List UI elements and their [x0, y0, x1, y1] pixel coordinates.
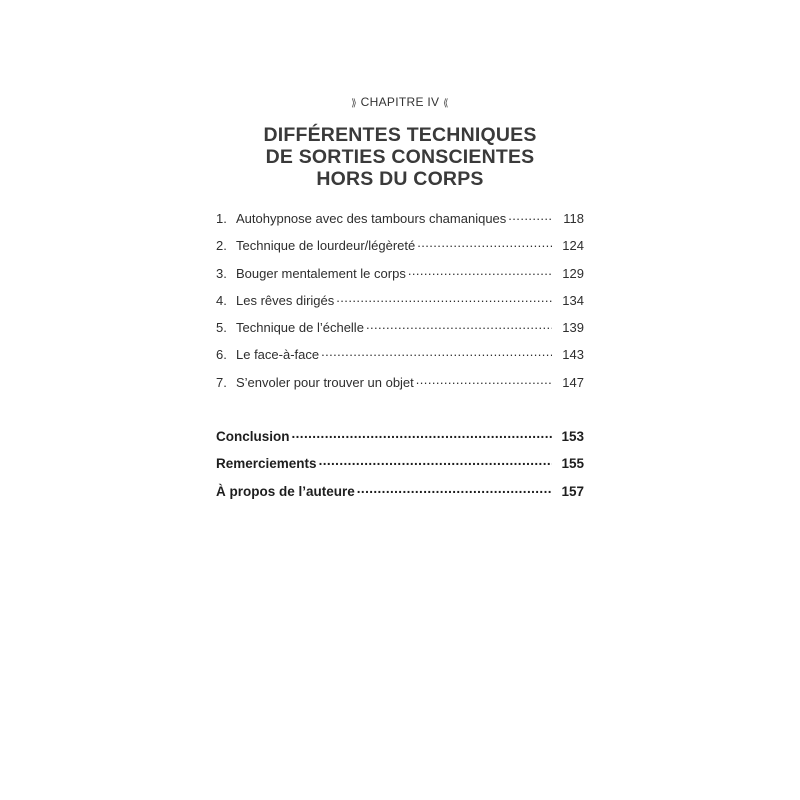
section-list	[216, 209, 584, 400]
toc-entry-page: 118	[563, 211, 584, 226]
toc-entry-page: 143	[562, 347, 584, 363]
dot-leader	[321, 345, 552, 359]
toc-entry-title: Le face-à-face	[236, 347, 320, 363]
dot-leader	[357, 482, 552, 496]
toc-entry-number: 4.	[216, 292, 227, 308]
chapter-title-line: DIFFÉRENTES TECHNIQUES	[263, 124, 537, 146]
toc-entry-title: Remerciements	[216, 456, 317, 472]
back-matter-list	[216, 427, 584, 509]
toc-entry-remerciements[interactable]	[216, 454, 584, 481]
chapter-title-line: HORS DU CORPS	[316, 168, 484, 190]
toc-entry-page: 129	[562, 265, 584, 281]
chapter-label	[0, 95, 800, 109]
toc-entry-conclusion[interactable]	[216, 427, 584, 454]
ornament-right-icon: ⟪	[442, 98, 449, 109]
dot-leader	[319, 454, 552, 468]
toc-entry-title: Bouger mentalement le corps	[236, 265, 406, 281]
toc-entry-title: Les rêves dirigés	[236, 292, 335, 308]
toc-entry[interactable]	[216, 345, 584, 372]
toc-entry-number: 1.	[216, 211, 227, 226]
toc-entry-page: 155	[561, 456, 584, 472]
toc-entry-number: 7.	[216, 374, 227, 390]
dot-leader	[408, 264, 552, 278]
toc-entry[interactable]	[216, 236, 584, 263]
toc-entry-page: 124	[562, 238, 584, 254]
toc-entry-page: 157	[561, 483, 584, 499]
toc-entry-page: 134	[562, 292, 584, 308]
toc-entry-number: 2.	[216, 238, 227, 254]
toc-entry-title: Technique de lourdeur/légèreté	[236, 238, 416, 254]
chapter-label-text: CHAPITRE IV	[360, 95, 440, 109]
dot-leader	[417, 236, 552, 250]
toc-entry-number: 6.	[216, 347, 227, 363]
ornament-left-icon: ⟫	[351, 98, 358, 109]
toc-entry[interactable]	[216, 209, 584, 236]
dot-leader	[292, 427, 553, 441]
toc-entry[interactable]	[216, 291, 584, 318]
toc-entry-title: À propos de l’auteure	[216, 483, 355, 499]
dot-leader	[366, 318, 552, 332]
toc-entry[interactable]	[216, 264, 584, 291]
toc-entry[interactable]	[216, 373, 584, 400]
toc-entry-about-author[interactable]	[216, 482, 584, 509]
toc-entry-title: S’envoler pour trouver un objet	[236, 374, 414, 390]
toc-entry-page: 153	[561, 429, 584, 444]
chapter-title	[0, 124, 800, 190]
toc-entry-page: 147	[562, 374, 584, 390]
toc-entry-number: 5.	[216, 320, 227, 336]
toc-entry[interactable]	[216, 318, 584, 345]
dot-leader	[336, 291, 552, 305]
toc-entry-title: Conclusion	[216, 429, 290, 444]
dot-leader	[416, 373, 552, 387]
dot-leader	[508, 209, 552, 223]
toc-entry-number: 3.	[216, 265, 227, 281]
toc-entry-title: Autohypnose avec des tambours chamaniques	[236, 211, 507, 226]
toc-entry-page: 139	[562, 320, 584, 336]
toc-entry-title: Technique de l’échelle	[236, 320, 364, 336]
chapter-title-line: DE SORTIES CONSCIENTES	[265, 146, 535, 168]
